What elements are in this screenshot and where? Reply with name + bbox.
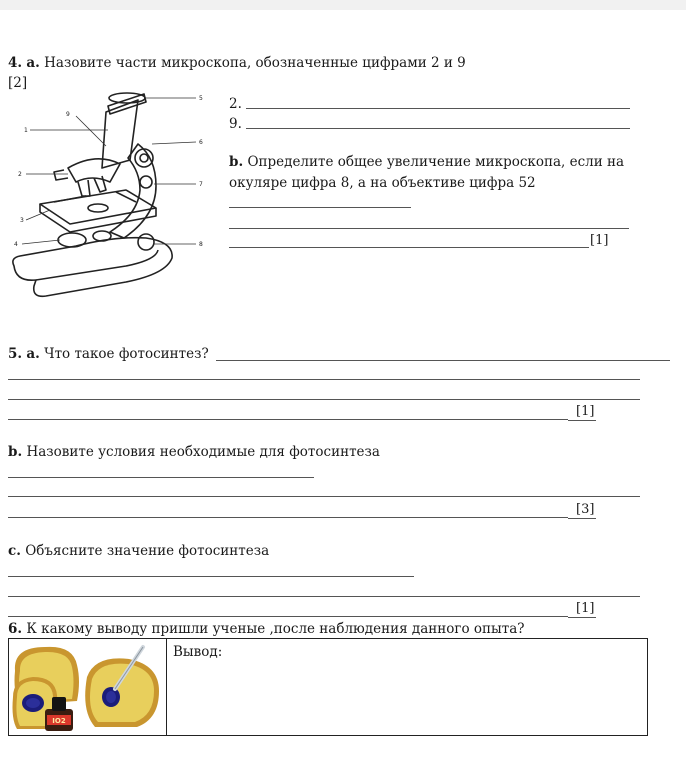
q4-number: 4. — [8, 55, 23, 71]
iodine-stain-left-core — [26, 698, 40, 708]
base-knob — [138, 234, 154, 250]
q4-a-question — [8, 55, 466, 71]
q4-b-answer-line-2[interactable] — [229, 228, 629, 229]
q5-c-answer-line-1[interactable] — [8, 576, 414, 577]
mirror — [58, 233, 86, 247]
q5-a-answer-line-3[interactable] — [8, 399, 640, 400]
q4-b-text-1: Определите общее увеличение микроскопа, если на — [247, 154, 625, 170]
label-8: 8 — [199, 241, 203, 248]
q4-blank-9-label: 9. — [229, 116, 242, 132]
q5-c-answer-line-2[interactable] — [8, 596, 640, 597]
q5-a-question — [8, 346, 209, 362]
leader-4 — [22, 240, 60, 244]
objective-1 — [78, 180, 90, 196]
q6-answer-area[interactable] — [167, 639, 647, 735]
iodine-stain-right-core — [106, 691, 116, 703]
q5-b-answer-line-3[interactable] — [8, 517, 568, 518]
q6-number: 6. — [8, 621, 23, 637]
q5-b-marks — [576, 502, 594, 518]
label-9: 9 — [66, 111, 70, 118]
q5-a-answer-line-4[interactable] — [8, 419, 568, 420]
q5-b-text: Назовите условия необходимые для фотосинтеза — [26, 444, 380, 460]
q5-b-letter: b. — [8, 444, 23, 460]
q5-c-letter: c. — [8, 543, 21, 559]
q5-b-answer-line-2[interactable] — [8, 496, 640, 497]
q5-a-marks — [576, 404, 594, 420]
base-inner-edge — [36, 250, 158, 280]
q4-a-marks: [2] — [8, 75, 28, 91]
q5-b-marks-text: [3] — [576, 502, 595, 517]
q5-a-letter: a. — [26, 346, 40, 362]
q5-c-question — [8, 543, 269, 559]
q6-text: К какому выводу пришли ученые ,после наблюдения данного опыта? — [26, 621, 525, 637]
label-7: 7 — [199, 181, 203, 188]
leader-3 — [26, 210, 50, 220]
top-band — [0, 0, 686, 10]
q5-a-answer-line-2[interactable] — [8, 379, 640, 380]
label-2: 2 — [18, 171, 22, 178]
coarse-knob-center — [140, 154, 148, 162]
label-3: 3 — [20, 217, 24, 224]
q4-b-answer-line-3[interactable] — [229, 247, 589, 248]
q5-b-question — [8, 444, 380, 460]
q5-b-answer-line-1[interactable] — [8, 477, 314, 478]
microscope-diagram — [6, 86, 216, 306]
q5-a-marks-text: [1] — [576, 404, 595, 419]
iodine-bottle-cap — [52, 697, 66, 711]
leader-9 — [76, 116, 106, 146]
q4-b-question-line1 — [229, 154, 624, 170]
q5-a-text: Что такое фотосинтез? — [44, 346, 209, 362]
stage-aperture — [88, 204, 108, 212]
microscope-base — [13, 238, 172, 297]
label-6: 6 — [199, 139, 203, 146]
q4-b-text-2: окуляре цифра 8, а на объективе цифра 52 — [229, 175, 536, 191]
q6-answer-table — [8, 638, 648, 736]
q5-c-marks — [576, 601, 594, 617]
bread-slice-right-crumb — [90, 664, 154, 722]
q6-image-cell — [9, 639, 167, 735]
stage-clips — [54, 192, 136, 202]
q4-a-letter: a. — [26, 55, 40, 71]
q6-question — [8, 621, 525, 637]
iodine-bottle-label: IO2 — [52, 717, 66, 725]
q4-a-text: Назовите части микроскопа, обозначенные цифрами 2 и 9 — [44, 55, 466, 71]
q4-b-marks — [590, 233, 608, 249]
q4-answer-line-2[interactable] — [246, 108, 630, 109]
q5-c-text: Объясните значение фотосинтеза — [25, 543, 270, 559]
fine-knob — [140, 176, 152, 188]
q4-blank-2-label: 2. — [229, 96, 242, 112]
leader-6 — [152, 142, 196, 144]
label-4: 4 — [14, 241, 18, 248]
bread-iodine-image — [11, 641, 163, 733]
q5-number: 5. — [8, 346, 23, 362]
q5-a-answer-line-1[interactable] — [216, 360, 670, 361]
q4-answer-line-9[interactable] — [246, 128, 630, 129]
q4-b-letter: b. — [229, 154, 244, 170]
label-1: 1 — [24, 127, 28, 134]
q4-b-answer-line-1[interactable] — [229, 207, 411, 208]
q5-c-marks-text: [1] — [576, 601, 595, 616]
q4-b-marks-text: [1] — [590, 233, 609, 248]
q5-c-answer-line-3[interactable] — [8, 616, 568, 617]
label-5: 5 — [199, 95, 203, 102]
objective-3 — [54, 170, 68, 180]
diaphragm — [93, 231, 111, 241]
q6-answer-label: Вывод: — [173, 644, 223, 660]
eyepiece-top — [109, 93, 145, 103]
